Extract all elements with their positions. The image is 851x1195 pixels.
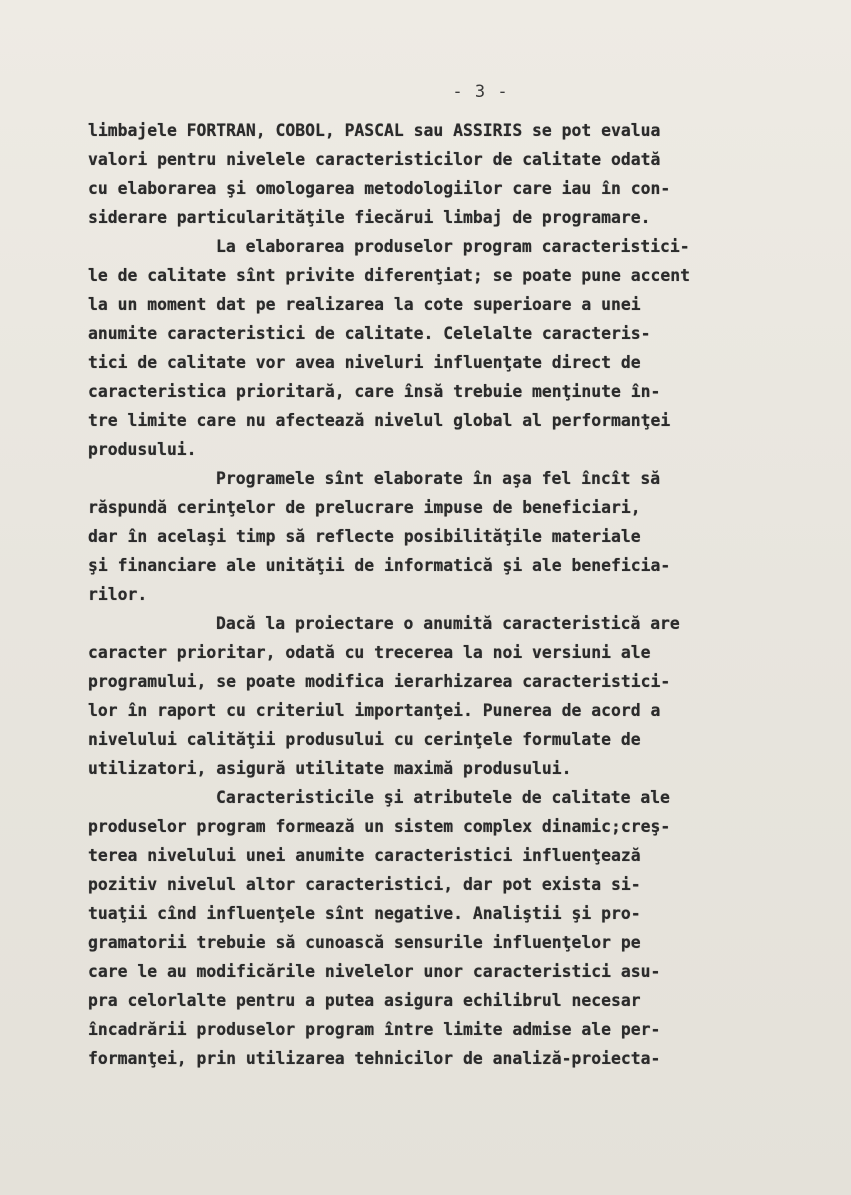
text-line: răspundă cerinţelor de prelucrare impuse de beneficiari, <box>88 498 641 517</box>
text-line: anumite caracteristici de calitate. Celelalte caracteris- <box>88 324 651 343</box>
text-line: utilizatori, asigură utilitate maximă produsului. <box>88 759 572 778</box>
text-line: pra celorlalte pentru a putea asigura echilibrul necesar <box>88 991 641 1010</box>
text-line: gramatorii trebuie să cunoască sensurile influenţelor pe <box>88 933 641 952</box>
text-line: caracteristica prioritară, care însă trebuie menţinute în- <box>88 382 661 401</box>
text-line: Programele sînt elaborate în aşa fel încît să <box>216 469 661 488</box>
text-line: valori pentru nivelele caracteristicilor de calitate odată <box>88 150 661 169</box>
text-line: care le au modificările nivelelor unor caracteristici asu- <box>88 962 661 981</box>
text-line: terea nivelului unei anumite caracteristici influenţează <box>88 846 641 865</box>
text-line: programului, se poate modifica ierarhizarea caracteristici- <box>88 672 671 691</box>
text-line: limbajele FORTRAN, COBOL, PASCAL sau ASSIRIS se pot evalua <box>88 121 661 140</box>
text-line: şi financiare ale unităţii de informatică şi ale beneficia- <box>88 556 671 575</box>
text-line: Caracteristicile şi atributele de calitate ale <box>216 788 670 807</box>
text-line: caracter prioritar, odată cu trecerea la noi versiuni ale <box>88 643 651 662</box>
text-line: nivelului calităţii produsului cu cerinţele formulate de <box>88 730 641 749</box>
text-line: Dacă la proiectare o anumită caracteristică are <box>216 614 680 633</box>
body-text <box>88 116 828 1073</box>
text-line: dar în acelaşi timp să reflecte posibilităţile materiale <box>88 527 641 546</box>
text-line: tici de calitate vor avea niveluri influenţate direct de <box>88 353 641 372</box>
text-line: încadrării produselor program între limite admise ale per- <box>88 1020 661 1039</box>
text-line: cu elaborarea şi omologarea metodologiilor care iau în con- <box>88 179 671 198</box>
text-line: la un moment dat pe realizarea la cote superioare a unei <box>88 295 641 314</box>
text-line: tre limite care nu afectează nivelul global al performanţei <box>88 411 671 430</box>
text-line: le de calitate sînt privite diferenţiat; se poate pune accent <box>88 266 690 285</box>
text-line: tuaţii cînd influenţele sînt negative. Analiştii şi pro- <box>88 904 641 923</box>
text-line: produsului. <box>88 440 197 459</box>
text-line: produselor program formează un sistem complex dinamic;creş- <box>88 817 671 836</box>
text-line: pozitiv nivelul altor caracteristici, dar pot exista si- <box>88 875 641 894</box>
text-line: formanţei, prin utilizarea tehnicilor de analiză-proiecta- <box>88 1049 661 1068</box>
page-number: - 3 - <box>452 82 509 102</box>
text-line: lor în raport cu criteriul importanţei. Punerea de acord a <box>88 701 661 720</box>
text-line: siderare particularităţile fiecărui limbaj de programare. <box>88 208 651 227</box>
text-line: La elaborarea produselor program caracteristici- <box>216 237 690 256</box>
text-line: rilor. <box>88 585 148 604</box>
